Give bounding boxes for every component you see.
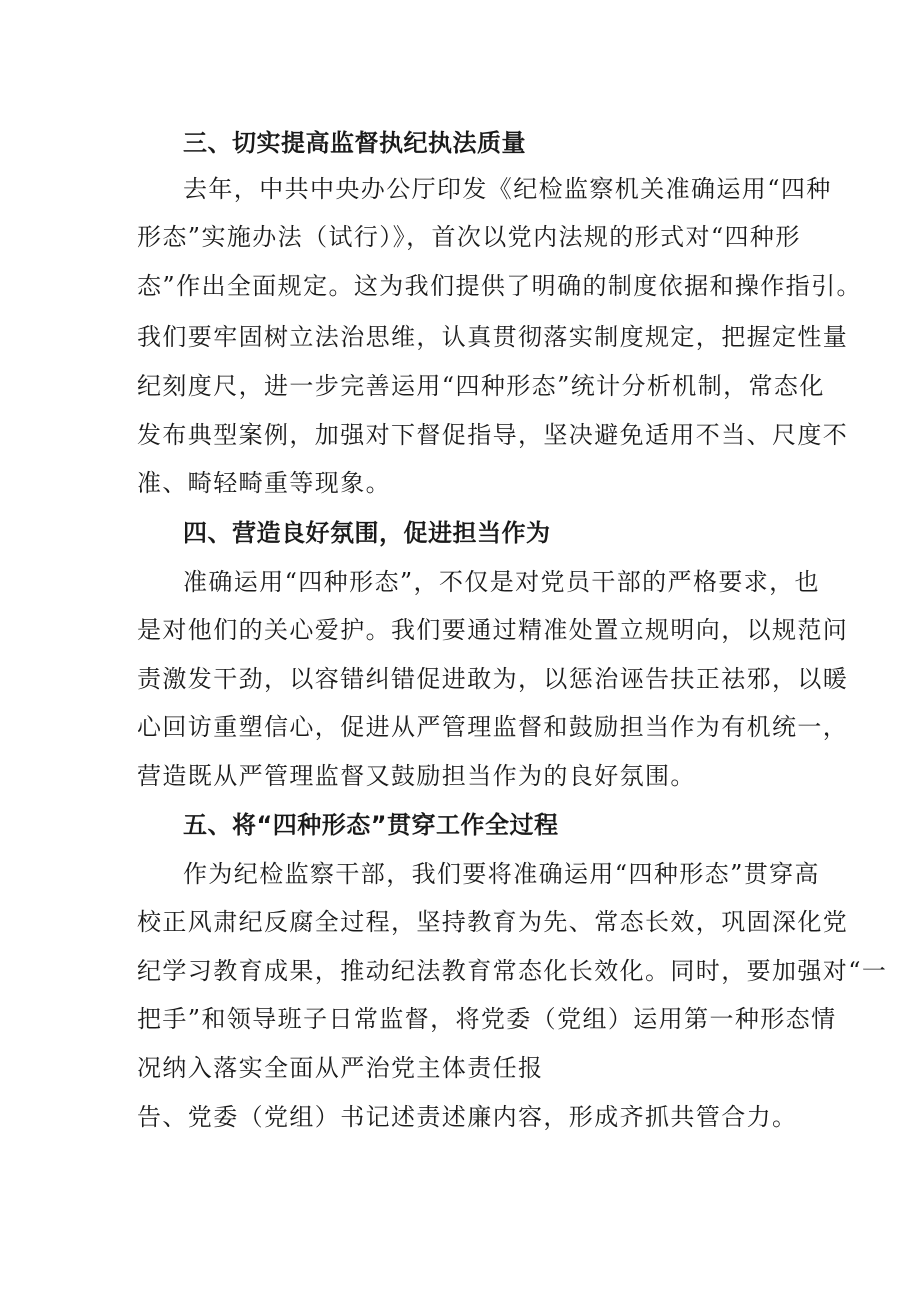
section-4-line-4: 心回访重塑信心，促进从严管理监督和鼓励担当作为有机统一， xyxy=(137,713,849,741)
section-3-line-2: 形态”实施办法（试行）》，首次以党内法规的形式对“四种形 xyxy=(137,223,801,251)
section-4-line-3: 责激发干劲，以容错纠错促进敢为，以惩治诬告扶正祛邪，以暖 xyxy=(137,665,849,693)
section-3-line-5: 纪刻度尺，进一步完善运用“四种形态”统计分析机制，常态化 xyxy=(137,372,825,400)
section-3-heading: 三、切实提高监督执纪执法质量 xyxy=(183,129,526,157)
section-4-heading: 四、营造良好氛围，促进担当作为 xyxy=(183,519,551,547)
section-5-line-6: 告、党委（党组）书记述责述廉内容，形成齐抓共管合力。 xyxy=(137,1103,798,1131)
section-5-line-1: 作为纪检监察干部，我们要将准确运用“四种形态”贯穿高 xyxy=(183,860,820,888)
section-5-line-4: 把手”和领导班子日常监督，将党委（党组）运用第一种形态情 xyxy=(137,1005,837,1033)
section-3-line-7: 准、畸轻畸重等现象。 xyxy=(137,469,391,497)
section-5-line-2: 校正风肃纪反腐全过程，坚持教育为先、常态长效，巩固深化党 xyxy=(137,908,849,936)
section-3-line-6: 发布典型案例，加强对下督促指导，坚决避免适用不当、尺度不 xyxy=(137,421,849,449)
section-4-line-5: 营造既从严管理监督又鼓励担当作为的良好氛围。 xyxy=(137,762,696,790)
section-4-line-1: 准确运用“四种形态”，不仅是对党员干部的严格要求，也 xyxy=(183,568,820,596)
section-3-line-4: 我们要牢固树立法治思维，认真贯彻落实制度规定，把握定性量 xyxy=(137,323,849,351)
section-3-line-3: 态”作出全面规定。这为我们提供了明确的制度依据和操作指引。 xyxy=(137,272,862,300)
section-3-line-1: 去年，中共中央办公厅印发《纪检监察机关准确运用“四种 xyxy=(183,175,832,203)
section-5-line-5: 况纳入落实全面从严治党主体责任报 xyxy=(137,1054,544,1082)
section-5-heading: 五、将“四种形态”贯穿工作全过程 xyxy=(183,811,559,839)
section-5-line-3: 纪学习教育成果，推动纪法教育常态化长效化。同时，要加强对“一 xyxy=(137,957,888,985)
section-4-line-2: 是对他们的关心爱护。我们要通过精准处置立规明向，以规范问 xyxy=(137,616,849,644)
